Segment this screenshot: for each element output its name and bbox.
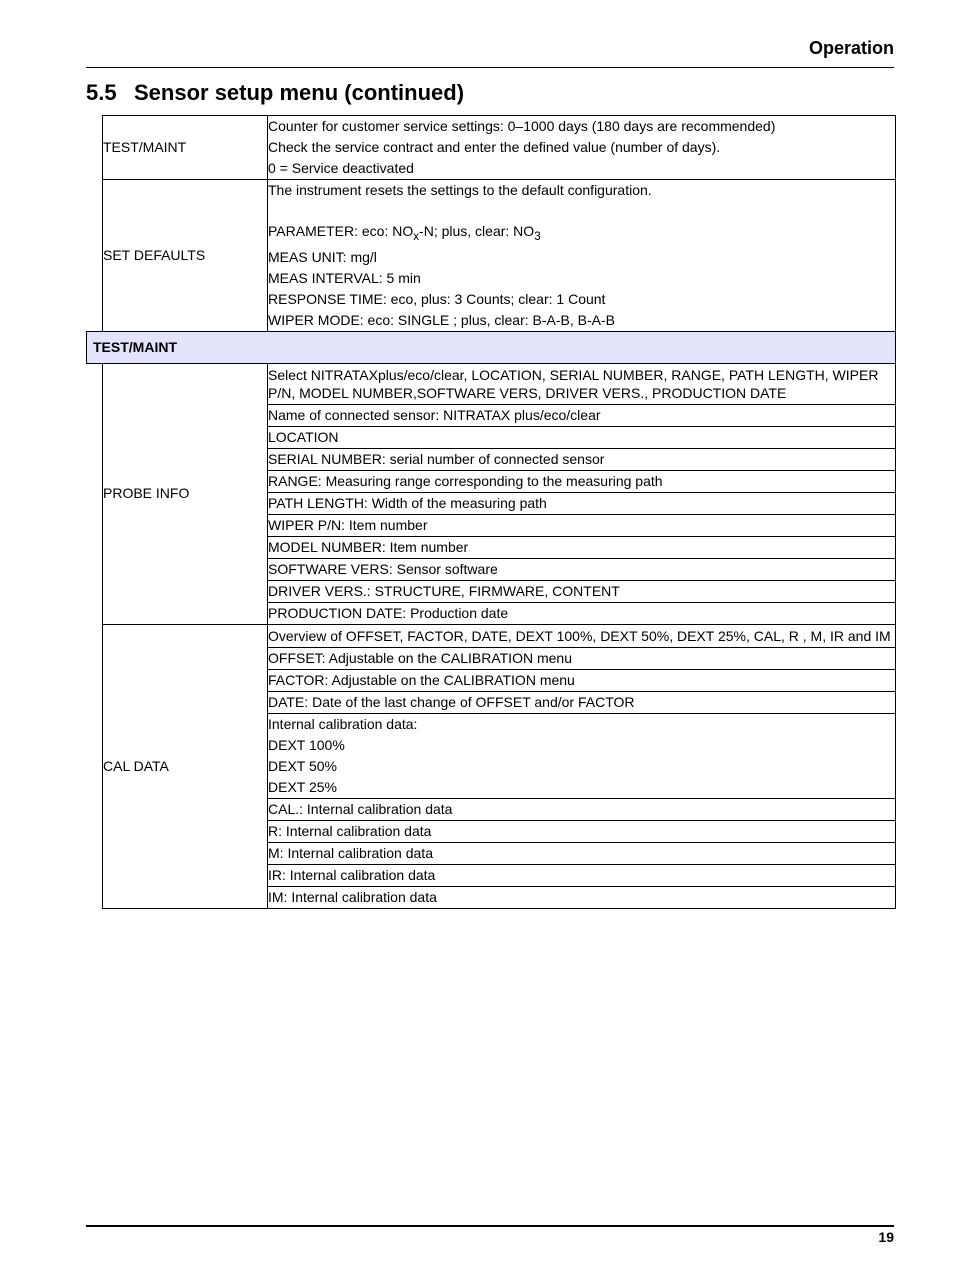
description-line: 0 = Service deactivated: [268, 160, 414, 176]
section-heading: TEST/MAINT: [87, 331, 896, 363]
description-line: DEXT 50%: [268, 757, 337, 774]
row-gutter: [87, 864, 103, 886]
row-gutter: [87, 820, 103, 842]
row-gutter: [87, 470, 103, 492]
row-gutter: [87, 180, 103, 332]
table-row: [87, 624, 896, 647]
row-label: PROBE INFO: [103, 363, 268, 624]
description-line: MEAS UNIT: mg/l: [268, 248, 377, 265]
description-line: Counter for customer service settings: 0–1000 days (180 days are recommended): [268, 118, 776, 134]
table-row: [87, 116, 896, 180]
row-gutter: [87, 558, 103, 580]
row-description: CAL.: Internal calibration data: [268, 798, 896, 820]
subscript: 3: [534, 229, 541, 243]
description-line: MEAS INTERVAL: 5 min: [268, 269, 421, 286]
description-line: WIPER MODE: eco: SINGLE ; plus, clear: B-A-B, B-A-B: [268, 311, 615, 328]
spacer: [268, 201, 895, 221]
section-title: [86, 80, 464, 106]
row-description: IR: Internal calibration data: [268, 864, 896, 886]
row-description: SOFTWARE VERS: Sensor software: [268, 558, 896, 580]
row-description: IM: Internal calibration data: [268, 886, 896, 908]
section-number: 5.5: [86, 80, 117, 105]
row-description: SERIAL NUMBER: serial number of connected sensor: [268, 448, 896, 470]
section-row: [87, 331, 896, 363]
settings-table: [86, 115, 896, 909]
row-description: Select NITRATAXplus/eco/clear, LOCATION, SERIAL NUMBER, RANGE, PATH LENGTH, WIPER P/N, MODEL NUMBER,SOFTWARE VERS, DRIVER VERS., PRODUCTION DATE: [268, 363, 896, 404]
row-description: Name of connected sensor: NITRATAX plus/eco/clear: [268, 404, 896, 426]
row-description: DATE: Date of the last change of OFFSET and/or FACTOR: [268, 691, 896, 713]
row-gutter: [87, 691, 103, 713]
row-gutter: [87, 669, 103, 691]
row-gutter: [87, 514, 103, 536]
subscript: x: [413, 229, 420, 243]
row-description: LOCATION: [268, 426, 896, 448]
page-number: 19: [878, 1229, 894, 1245]
row-label: CAL DATA: [103, 624, 268, 908]
row-description: DRIVER VERS.: STRUCTURE, FIRMWARE, CONTENT: [268, 580, 896, 602]
row-description: [268, 713, 896, 798]
parameter-line: [268, 221, 895, 247]
row-gutter: [87, 580, 103, 602]
row-description: MODEL NUMBER: Item number: [268, 536, 896, 558]
description-line: RESPONSE TIME: eco, plus: 3 Counts; clear: 1 Count: [268, 290, 606, 307]
description-line: DEXT 100%: [268, 736, 345, 753]
row-gutter: [87, 886, 103, 908]
row-gutter: [87, 404, 103, 426]
row-description: M: Internal calibration data: [268, 842, 896, 864]
row-description: OFFSET: Adjustable on the CALIBRATION menu: [268, 647, 896, 669]
row-description: PATH LENGTH: Width of the measuring path: [268, 492, 896, 514]
row-description: PRODUCTION DATE: Production date: [268, 602, 896, 624]
row-gutter: [87, 647, 103, 669]
row-description: WIPER P/N: Item number: [268, 514, 896, 536]
header-rule: [86, 67, 894, 68]
row-description: R: Internal calibration data: [268, 820, 896, 842]
row-gutter: [87, 116, 103, 180]
section-title-text: Sensor setup menu (continued): [134, 80, 465, 105]
table-row: [87, 363, 896, 404]
row-gutter: [87, 363, 103, 404]
row-gutter: [87, 624, 103, 647]
row-description: [268, 180, 896, 332]
row-description: FACTOR: Adjustable on the CALIBRATION menu: [268, 669, 896, 691]
description-line: DEXT 25%: [268, 778, 337, 795]
row-gutter: [87, 602, 103, 624]
row-gutter: [87, 798, 103, 820]
row-description: Overview of OFFSET, FACTOR, DATE, DEXT 100%, DEXT 50%, DEXT 25%, CAL, R , M, IR and IM: [268, 624, 896, 647]
row-gutter: [87, 426, 103, 448]
description-line: The instrument resets the settings to the default configuration.: [268, 182, 652, 198]
row-description: RANGE: Measuring range corresponding to the measuring path: [268, 470, 896, 492]
row-description: [268, 116, 896, 180]
table-row: [87, 180, 896, 332]
row-label: TEST/MAINT: [103, 116, 268, 180]
row-gutter: [87, 536, 103, 558]
row-gutter: [87, 492, 103, 514]
description-line: Check the service contract and enter the defined value (number of days).: [268, 139, 721, 155]
row-gutter: [87, 448, 103, 470]
parameter-text: -N; plus, clear: NO: [419, 223, 535, 239]
running-header: Operation: [808, 38, 894, 58]
footer-rule: [86, 1225, 894, 1227]
row-gutter: [87, 842, 103, 864]
row-gutter: [87, 713, 103, 798]
parameter-text: PARAMETER: eco: NO: [268, 223, 414, 239]
description-line: Internal calibration data:: [268, 715, 418, 732]
row-label: SET DEFAULTS: [103, 180, 268, 332]
